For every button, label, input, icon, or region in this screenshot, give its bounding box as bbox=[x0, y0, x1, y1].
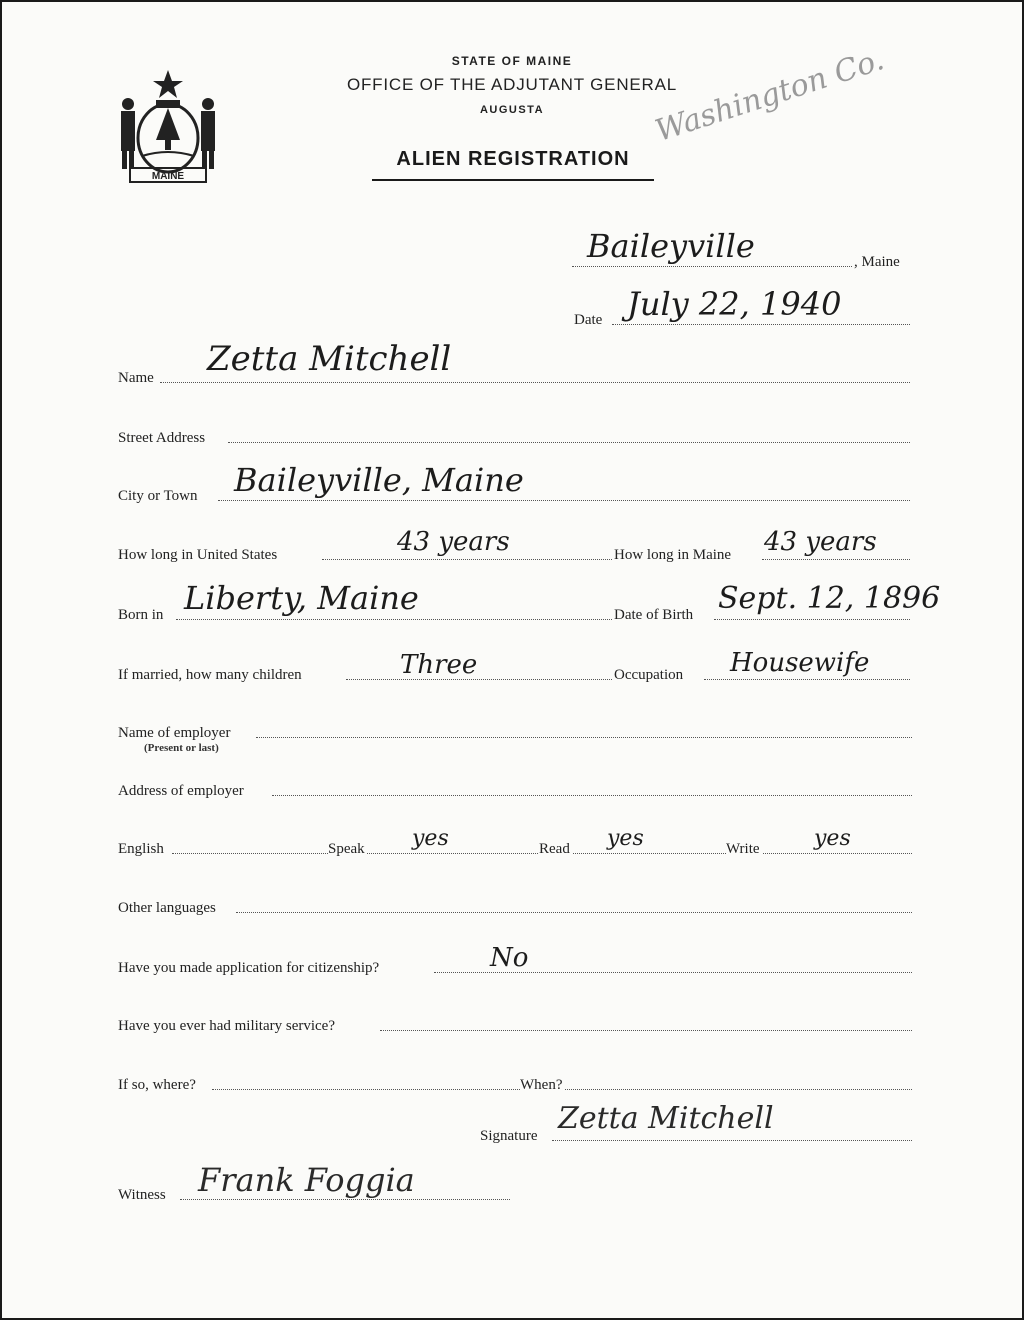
write-value: yes bbox=[814, 826, 851, 851]
town-line bbox=[572, 266, 852, 267]
office-heading: OFFICE OF THE ADJUTANT GENERAL bbox=[346, 75, 678, 94]
children-line bbox=[346, 679, 612, 680]
occupation-label: Occupation bbox=[614, 667, 684, 683]
speak-value: yes bbox=[412, 826, 449, 851]
maine-duration-line bbox=[762, 559, 910, 560]
name-value: Zetta Mitchell bbox=[207, 339, 452, 379]
maine-seal-icon bbox=[112, 64, 224, 186]
english-label: English bbox=[118, 841, 164, 857]
signature-value: Zetta Mitchell bbox=[558, 1101, 774, 1136]
witness-value: Frank Foggia bbox=[198, 1161, 415, 1199]
born-label: Born in bbox=[118, 607, 164, 623]
signature-label: Signature bbox=[480, 1128, 538, 1144]
street-label: Street Address bbox=[118, 430, 206, 446]
employer-line bbox=[256, 737, 912, 738]
born-value: Liberty, Maine bbox=[184, 579, 419, 617]
occupation-line bbox=[704, 679, 910, 680]
other-languages-label: Other languages bbox=[118, 900, 216, 916]
dob-value: Sept. 12, 1896 bbox=[718, 581, 941, 616]
dob-label: Date of Birth bbox=[614, 607, 694, 623]
title-underline bbox=[372, 179, 654, 181]
town-value: Baileyville bbox=[587, 227, 755, 265]
us-duration-value: 43 years bbox=[397, 527, 510, 557]
other-languages-line bbox=[236, 912, 912, 913]
city-label: City or Town bbox=[118, 488, 198, 504]
city-heading: AUGUSTA bbox=[479, 104, 545, 116]
signature-line bbox=[552, 1140, 912, 1141]
date-line bbox=[612, 324, 910, 325]
when-label: When? bbox=[520, 1077, 563, 1093]
children-label: If married, how many children bbox=[118, 667, 302, 683]
speak-label: Speak bbox=[328, 841, 365, 857]
county-annotation: Washington Co. bbox=[651, 42, 889, 150]
maine-duration-value: 43 years bbox=[764, 527, 877, 557]
street-line bbox=[228, 442, 910, 443]
employer-address-label: Address of employer bbox=[118, 783, 244, 799]
read-value: yes bbox=[607, 826, 644, 851]
dob-line bbox=[714, 619, 910, 620]
date-value: July 22, 1940 bbox=[627, 285, 842, 323]
city-line bbox=[218, 500, 910, 501]
employer-label: Name of employer bbox=[118, 725, 231, 741]
military-line bbox=[380, 1030, 912, 1031]
date-label: Date bbox=[574, 312, 603, 328]
state-heading: STATE OF MAINE bbox=[451, 54, 573, 68]
us-duration-line bbox=[322, 559, 612, 560]
born-line bbox=[176, 619, 612, 620]
citizenship-label: Have you made application for citizenship? bbox=[118, 960, 380, 976]
city-value: Baileyville, Maine bbox=[234, 461, 524, 499]
read-label: Read bbox=[539, 841, 570, 857]
witness-label: Witness bbox=[118, 1187, 166, 1203]
military-label: Have you ever had military service? bbox=[118, 1018, 335, 1034]
town-suffix: , Maine bbox=[854, 254, 900, 270]
svg-text:MAINE: MAINE bbox=[151, 171, 185, 182]
witness-line bbox=[180, 1199, 510, 1200]
maine-duration-label: How long in Maine bbox=[614, 547, 732, 563]
employer-sublabel: (Present or last) bbox=[144, 742, 219, 754]
registration-form bbox=[2, 2, 1022, 1318]
name-line bbox=[160, 382, 910, 383]
citizenship-value: No bbox=[490, 943, 529, 973]
children-value: Three bbox=[400, 650, 478, 680]
us-duration-label: How long in United States bbox=[118, 547, 278, 563]
form-title: ALIEN REGISTRATION bbox=[396, 148, 630, 170]
write-label: Write bbox=[726, 841, 760, 857]
where-label: If so, where? bbox=[118, 1077, 196, 1093]
employer-address-line bbox=[272, 795, 912, 796]
occupation-value: Housewife bbox=[730, 648, 870, 678]
name-label: Name bbox=[118, 370, 154, 386]
